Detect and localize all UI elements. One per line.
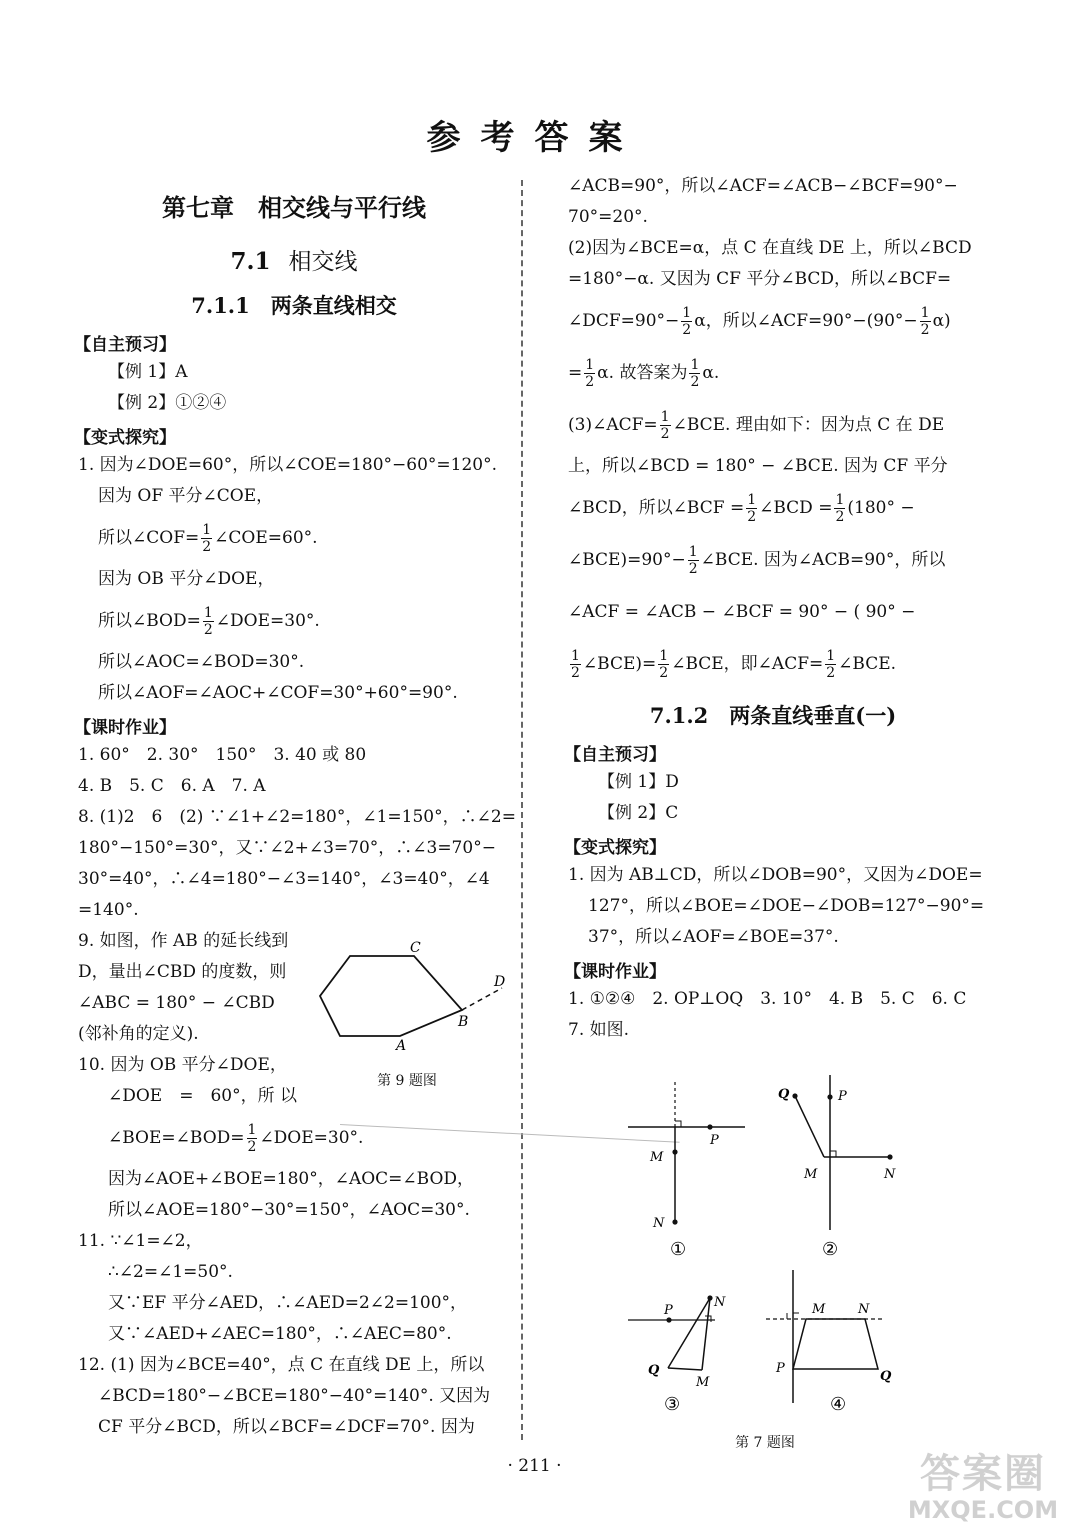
denominator: 2 xyxy=(688,561,698,577)
answer-line xyxy=(78,1112,510,1164)
fraction xyxy=(746,492,757,525)
numerator: 1 xyxy=(571,648,580,664)
answer-line: 因为∠AOE+∠BOE=180°，∠AOC=∠BOD， xyxy=(108,1169,475,1189)
text-part: ∠BCE，即∠ACF= xyxy=(671,654,824,674)
text-part: ∠BOE=∠BOD= xyxy=(108,1128,245,1148)
answer-line: ∠ACF = ∠ACB − ∠BCF = 90° − ( 90° − xyxy=(568,602,916,622)
label-p: P xyxy=(838,1089,847,1104)
fraction xyxy=(681,305,692,338)
label-m: M xyxy=(812,1302,826,1317)
fraction xyxy=(658,648,669,681)
example-1: 【例 1】A xyxy=(108,362,188,382)
answer-line: 所以∠AOF=∠AOC+∠COF=30°+60°=90°. xyxy=(98,683,458,703)
answer-line: 9. 如图，作 AB 的延长线到 xyxy=(78,931,289,951)
perpendicular-diagrams xyxy=(600,1070,930,1430)
page-title: 参考答案 xyxy=(426,118,643,158)
answer-line: 所以∠AOC=∠BOD=30°. xyxy=(98,652,305,672)
label-n: N xyxy=(653,1216,665,1231)
numerator: 1 xyxy=(659,648,669,664)
column-divider xyxy=(521,180,523,1440)
fraction xyxy=(203,605,214,638)
hexagon-diagram xyxy=(312,938,512,1078)
numerator: 1 xyxy=(747,492,757,508)
label-d: D xyxy=(494,974,506,990)
numerator: 1 xyxy=(203,605,213,621)
explore-header: 【变式探究】 xyxy=(74,428,176,448)
watermark-logo: 答案圈 xyxy=(920,1450,1046,1497)
answer-line xyxy=(568,347,978,399)
denominator: 2 xyxy=(247,1139,257,1155)
text-part: ∠BCE)=90°− xyxy=(568,550,686,570)
answer-line: 7. 如图. xyxy=(568,1020,630,1040)
answer-line xyxy=(78,595,510,647)
numerator: 1 xyxy=(920,305,930,321)
denominator: 2 xyxy=(682,322,692,338)
label-n3: ③ xyxy=(664,1394,681,1415)
chapter-title: 第七章 相交线与平行线 xyxy=(162,193,426,222)
fraction xyxy=(660,409,671,442)
answer-line: 11. ∵∠1=∠2， xyxy=(78,1231,203,1251)
denominator: 2 xyxy=(585,374,595,390)
answer-line: 12. (1) 因为∠BCE=40°，点 C 在直线 DE 上，所以 xyxy=(78,1355,485,1375)
text-part: α. xyxy=(702,363,720,383)
answer-line xyxy=(568,399,978,451)
figure-9-caption: 第 9 题图 xyxy=(377,1073,437,1089)
answer-line: 1. 60° 2. 30° 150° 3. 40 或 80 xyxy=(78,745,367,765)
answer-line: (2)因为∠BCE=α，点 C 在直线 DE 上，所以∠BCD xyxy=(568,238,972,258)
text-part: 所以∠BOD= xyxy=(98,611,201,631)
text-part: (180° − xyxy=(847,498,915,518)
preview-header: 【自主预习】 xyxy=(74,335,176,355)
label-p: P xyxy=(776,1361,785,1376)
answer-line: 又∵∠AED+∠AEC=180°，∴∠AEC=80°. xyxy=(108,1324,452,1344)
answer-line: 8. (1)2 6 (2) ∵∠1+∠2=180°，∠1=150°，∴∠2= xyxy=(78,807,516,827)
answer-line: 180°−150°=30°，又∵∠2+∠3=70°，∴∠3=70°− xyxy=(78,838,496,858)
label-m: M xyxy=(650,1150,664,1165)
example-2: 【例 2】C xyxy=(598,803,679,823)
label-m: M xyxy=(696,1375,710,1390)
text-part: ∠BCE. 因为∠ACB=90°，所以 xyxy=(700,550,946,570)
preview-header-2: 【自主预习】 xyxy=(564,745,666,765)
homework-header: 【课时作业】 xyxy=(74,718,176,738)
answer-line: 127°，所以∠BOE=∠DOE−∠DOB=127°−90°= xyxy=(588,896,985,916)
answer-line xyxy=(568,638,978,690)
answer-line: 1. ①②④ 2. OP⊥OQ 3. 10° 4. B 5. C 6. C xyxy=(568,989,967,1009)
text-part: α. 故答案为 xyxy=(597,363,688,383)
text-part: ∠DOE=30°. xyxy=(215,611,320,631)
label-n2: ② xyxy=(822,1239,839,1260)
label-p: P xyxy=(664,1303,673,1318)
denominator: 2 xyxy=(659,665,669,681)
label-n: N xyxy=(714,1295,726,1310)
figure-7 xyxy=(600,1070,930,1450)
example-2: 【例 2】①②④ xyxy=(108,393,227,413)
label-n: N xyxy=(858,1302,870,1317)
homework-header-2: 【课时作业】 xyxy=(564,962,666,982)
answer-line: (邻补角的定义). xyxy=(78,1024,199,1044)
label-n4: ④ xyxy=(830,1394,847,1415)
text-part: ∠BCE)= xyxy=(582,654,657,674)
left-column xyxy=(74,180,516,1443)
answer-line: 1. 因为∠DOE=60°，所以∠COE=180°−60°=120°. xyxy=(78,455,497,475)
label-m: M xyxy=(804,1167,818,1182)
subsection-title-2: 7.1.2 两条直线垂直(一) xyxy=(649,703,897,728)
label-q: Q xyxy=(880,1369,892,1384)
denominator: 2 xyxy=(202,539,212,555)
fraction xyxy=(247,1122,258,1155)
watermark xyxy=(898,1452,1068,1536)
fraction xyxy=(201,522,212,555)
numerator: 1 xyxy=(835,492,845,508)
answer-line: ∠DOE = 60°，所 以 xyxy=(108,1086,298,1106)
fraction xyxy=(570,648,581,681)
fraction xyxy=(689,357,700,390)
answer-line: 上，所以∠BCD = 180° − ∠BCE. 因为 CF 平分 xyxy=(568,456,948,476)
denominator: 2 xyxy=(835,509,845,525)
label-n1: ① xyxy=(670,1239,687,1260)
label-b: B xyxy=(458,1014,469,1030)
label-q: Q xyxy=(778,1087,790,1102)
denominator: 2 xyxy=(826,665,836,681)
text-part: = xyxy=(568,363,583,383)
text-part: α) xyxy=(932,311,951,331)
text-part: (3)∠ACF= xyxy=(568,415,658,435)
label-p: P xyxy=(710,1133,719,1148)
answer-line: 10. 因为 OB 平分∠DOE， xyxy=(78,1055,287,1075)
numerator: 1 xyxy=(688,544,698,560)
right-column xyxy=(564,171,985,1046)
answer-line: 30°=40°，∴∠4=180°−∠3=140°，∠3=40°，∠4 xyxy=(78,869,490,889)
denominator: 2 xyxy=(690,374,700,390)
fraction xyxy=(825,648,836,681)
label-c: C xyxy=(410,940,421,956)
answer-line: ∠BCD=180°−∠BCE=180°−40°=140°. 又因为 xyxy=(98,1386,491,1406)
page-number: · 211 · xyxy=(507,1456,562,1476)
text-part: α，所以∠ACF=90°−(90°− xyxy=(694,311,918,331)
answer-line: D，量出∠CBD 的度数，则 xyxy=(78,962,287,982)
answer-line: ∠ACB=90°，所以∠ACF=∠ACB−∠BCF=90°− xyxy=(568,176,958,196)
figure-9 xyxy=(312,938,512,1089)
answer-line xyxy=(568,295,978,347)
label-a: A xyxy=(396,1038,407,1054)
text-part: ∠DOE=30°. xyxy=(259,1128,364,1148)
watermark-url: MXQE.COM xyxy=(907,1496,1059,1524)
numerator: 1 xyxy=(247,1122,257,1138)
text-part: ∠BCD，所以∠BCF = xyxy=(568,498,745,518)
text-part: ∠DCF=90°− xyxy=(568,311,680,331)
numerator: 1 xyxy=(585,357,595,373)
text-part: ∠BCE. xyxy=(838,654,897,674)
answer-line xyxy=(568,534,978,586)
text-part: 所以∠COF= xyxy=(98,528,200,548)
denominator: 2 xyxy=(203,622,213,638)
text-part: ∠COE=60°. xyxy=(214,528,318,548)
numerator: 1 xyxy=(202,522,212,538)
denominator: 2 xyxy=(747,509,757,525)
explore-header-2: 【变式探究】 xyxy=(564,838,666,858)
text-part: ∠BCE. 理由如下：因为点 C 在 DE xyxy=(672,415,945,435)
fraction xyxy=(920,305,931,338)
numerator: 1 xyxy=(682,305,692,321)
answer-line: 又∵EF 平分∠AED，∴∠AED=2∠2=100°， xyxy=(108,1293,468,1313)
answer-line: =140°. xyxy=(78,900,139,920)
subsection-title: 7.1.1 两条直线相交 xyxy=(191,293,397,318)
example-1: 【例 1】D xyxy=(598,772,679,792)
label-q: Q xyxy=(648,1363,660,1378)
denominator: 2 xyxy=(920,322,930,338)
answer-line xyxy=(568,482,978,534)
answer-line: 因为 OF 平分∠COE， xyxy=(98,486,274,506)
text-part: ∠BCD = xyxy=(759,498,833,518)
numerator: 1 xyxy=(690,357,700,373)
section-title xyxy=(78,243,510,276)
numerator: 1 xyxy=(826,648,836,664)
denominator: 2 xyxy=(660,426,670,442)
answer-line: 37°，所以∠AOF=∠BOE=37°. xyxy=(588,927,839,947)
answer-line: CF 平分∠BCD，所以∠BCF=∠DCF=70°. 因为 xyxy=(98,1417,475,1437)
figure-7-caption: 第 7 题图 xyxy=(735,1435,795,1451)
fraction xyxy=(834,492,845,525)
answer-line: 70°=20°. xyxy=(568,207,648,227)
answer-line: =180°−α. 又因为 CF 平分∠BCD，所以∠BCF= xyxy=(568,269,952,289)
section-number: 7.1 xyxy=(230,248,271,275)
answer-line: ∴∠2=∠1=50°. xyxy=(108,1262,233,1282)
label-n: N xyxy=(884,1167,896,1182)
fraction xyxy=(584,357,595,390)
answer-line: 因为 OB 平分∠DOE， xyxy=(98,569,275,589)
answer-line: ∠ABC = 180° − ∠CBD xyxy=(78,993,275,1013)
answer-line xyxy=(78,512,510,564)
answer-line: 所以∠AOE=180°−30°=150°，∠AOC=30°. xyxy=(108,1200,470,1220)
denominator: 2 xyxy=(571,665,580,681)
fraction xyxy=(688,544,699,577)
section-name: 相交线 xyxy=(288,249,358,275)
answer-line: 1. 因为 AB⊥CD，所以∠DOB=90°，又因为∠DOE= xyxy=(568,865,983,885)
numerator: 1 xyxy=(660,409,670,425)
answer-line: 4. B 5. C 6. A 7. A xyxy=(78,776,266,796)
